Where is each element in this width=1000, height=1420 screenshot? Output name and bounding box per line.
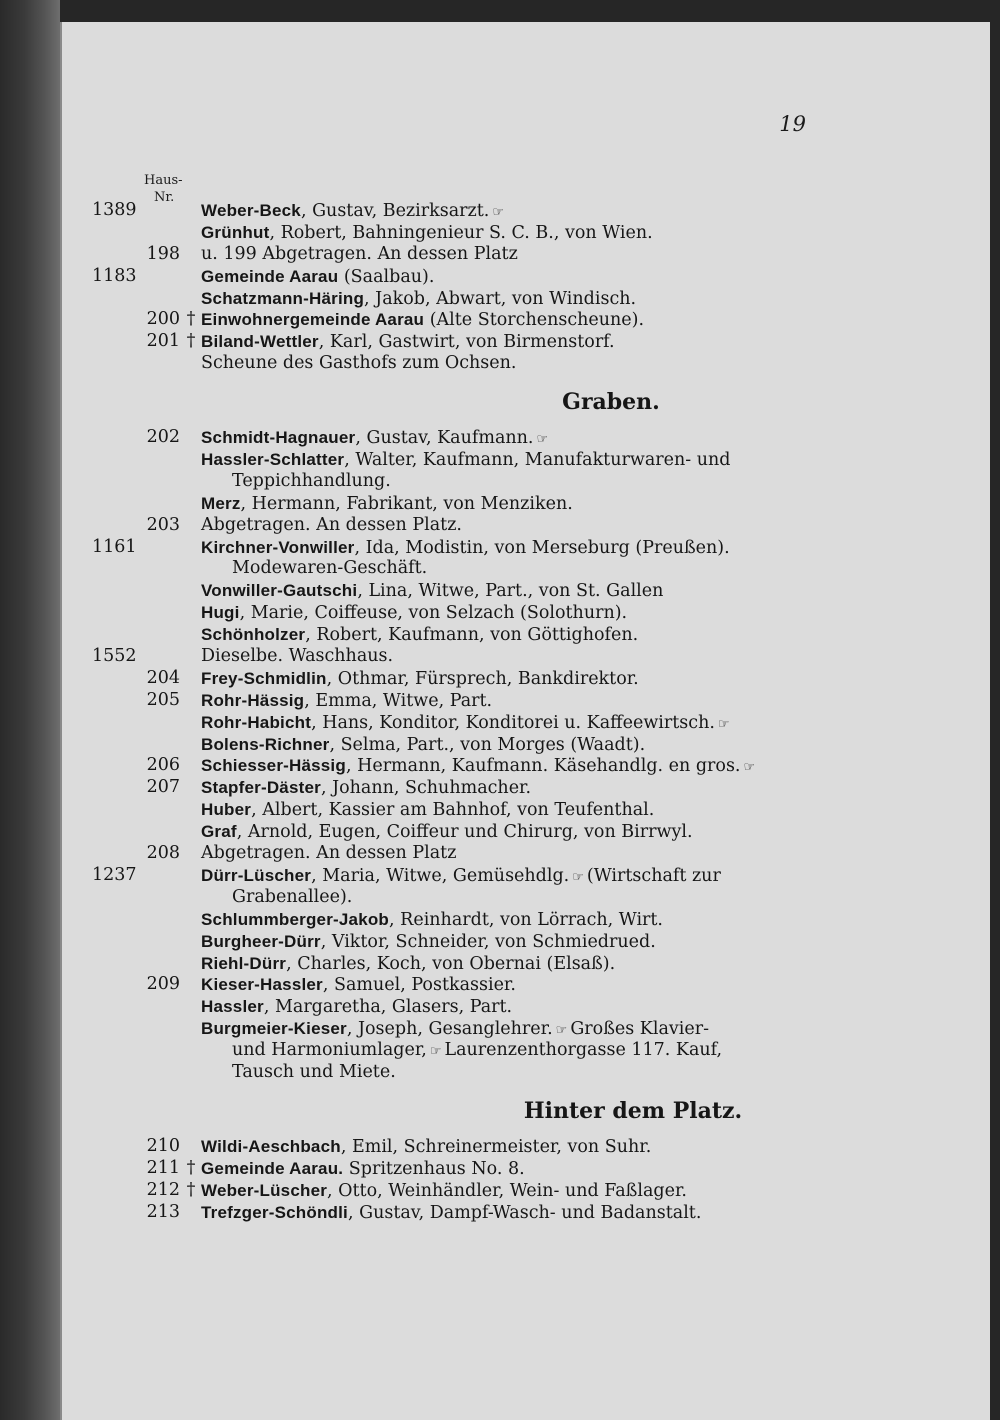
- outer-house-number: 1552: [92, 646, 137, 667]
- outer-house-number: 1183: [92, 265, 137, 286]
- directory-entry: [62, 974, 990, 996]
- directory-entries: [62, 200, 990, 1223]
- entry-details: , Emma, Witwe, Part.: [304, 690, 493, 711]
- entry-text: [201, 493, 573, 516]
- resident-name: Kirchner-Vonwiller: [201, 537, 355, 557]
- house-number: 207: [146, 777, 180, 798]
- resident-name: Einwohnergemeinde Aarau: [201, 310, 425, 330]
- entry-text: [201, 974, 516, 997]
- entry-text: [201, 931, 656, 954]
- house-number: 211: [146, 1157, 180, 1178]
- directory-entry: [62, 887, 990, 909]
- section-heading: Hinter dem Platz.: [523, 1097, 743, 1124]
- directory-entry: [62, 996, 990, 1018]
- entry-text: [201, 331, 615, 354]
- directory-entry: [62, 200, 990, 222]
- entry-text: [201, 200, 507, 224]
- directory-entry: [62, 266, 990, 288]
- resident-name: Gemeinde Aarau.: [201, 1158, 344, 1178]
- directory-entry: [62, 953, 990, 975]
- entry-details: , Walter, Kaufmann, Manufakturwaren- und: [344, 450, 731, 471]
- resident-name: Wildi-Aeschbach: [201, 1136, 341, 1156]
- directory-entry: [62, 1136, 990, 1158]
- resident-name: Burgmeier-Kieser: [201, 1019, 347, 1039]
- entry-text: [201, 646, 393, 668]
- entry-details: , Robert, Kaufmann, von Göttighofen.: [305, 625, 639, 646]
- entry-details: Spritzenhaus No. 8.: [343, 1158, 525, 1179]
- resident-name: Schlummberger-Jakob: [201, 909, 390, 929]
- outer-house-number: 1389: [92, 200, 137, 220]
- directory-entry: [62, 931, 990, 953]
- entry-details: , Emil, Schreinermeister, von Suhr.: [340, 1136, 652, 1157]
- entry-text: [201, 799, 654, 822]
- entry-details: Abgetragen. An dessen Platz: [201, 843, 457, 864]
- directory-entry: [62, 288, 990, 310]
- directory-entry: [62, 1040, 990, 1062]
- resident-name: Grünhut: [201, 222, 270, 242]
- column-label-line1: Haus-: [144, 173, 183, 188]
- entry-details: u. 199 Abgetragen. An dessen Platz: [201, 243, 518, 264]
- dagger-mark: †: [186, 1157, 196, 1178]
- entry-details: , Viktor, Schneider, von Schmiedrued.: [320, 931, 656, 952]
- directory-entry: [62, 843, 990, 865]
- pointing-hand-icon: ☞: [429, 1044, 442, 1060]
- entry-details: , Samuel, Postkassier.: [322, 975, 516, 996]
- entry-text: [201, 690, 492, 713]
- entry-text: [232, 1062, 396, 1084]
- house-number: 208: [146, 843, 180, 864]
- entry-text: [201, 222, 653, 245]
- entry-text: [201, 843, 456, 865]
- entry-details: , Otto, Weinhändler, Wein- und Faßlager.: [327, 1180, 687, 1201]
- entry-text: [201, 1202, 701, 1225]
- directory-entry: [62, 537, 990, 559]
- entry-text: [201, 537, 730, 560]
- entry-text: [201, 1136, 651, 1159]
- entry-text: [232, 471, 391, 493]
- resident-name: Schmidt-Hagnauer: [201, 428, 356, 448]
- outer-house-number: 1237: [92, 864, 137, 885]
- resident-name: Biland-Wettler: [201, 332, 319, 352]
- house-number: 212: [146, 1179, 180, 1200]
- entry-details: , Marie, Coiffeuse, von Selzach (Solothurn).: [239, 603, 628, 624]
- resident-name: Vonwiller-Gautschi: [201, 581, 358, 601]
- resident-name: Merz: [201, 493, 241, 513]
- entry-text: [201, 1018, 709, 1042]
- directory-entry: [62, 515, 990, 537]
- entry-text: [201, 712, 733, 736]
- resident-name: Riehl-Dürr: [201, 953, 287, 973]
- entry-details: , Charles, Koch, von Obernai (Elsaß).: [286, 953, 616, 974]
- entry-text: [201, 1158, 525, 1181]
- directory-entry: [62, 244, 990, 266]
- resident-name: Gemeinde Aarau: [201, 266, 339, 286]
- entry-details: , Selma, Part., von Morges (Waadt).: [329, 734, 646, 755]
- house-number: 204: [146, 667, 180, 688]
- resident-name: Burgheer-Dürr: [201, 931, 321, 951]
- house-number: 213: [146, 1201, 180, 1222]
- entry-details: (Saalbau).: [338, 266, 435, 287]
- entry-details: , Hermann, Kaufmann. Käsehandlg. en gros.: [345, 756, 741, 777]
- directory-entry: [62, 471, 990, 493]
- resident-name: Rohr-Habicht: [201, 712, 312, 732]
- entry-details: , Margaretha, Glasers, Part.: [263, 997, 513, 1018]
- house-number: 203: [146, 514, 180, 535]
- resident-name: Kieser-Hassler: [201, 975, 323, 995]
- outer-house-number: 1161: [92, 536, 137, 557]
- resident-name: Hassler: [201, 997, 264, 1017]
- page-number: 19: [779, 112, 806, 136]
- resident-name: Schatzmann-Häring: [201, 288, 365, 308]
- directory-page: [60, 22, 990, 1420]
- entry-text: [201, 668, 639, 691]
- entry-details: Tausch und Miete.: [232, 1061, 396, 1082]
- house-number: 205: [146, 689, 180, 710]
- entry-text: [201, 755, 758, 779]
- entry-text: [201, 515, 462, 537]
- entry-text: [201, 821, 693, 844]
- entry-text: [201, 427, 551, 451]
- entry-details: , Albert, Kassier am Bahnhof, von Teufenthal.: [251, 800, 655, 821]
- entry-text: [201, 309, 644, 332]
- directory-entry: [62, 690, 990, 712]
- directory-entry: [62, 1202, 990, 1224]
- entry-details: , Reinhardt, von Lörrach, Wirt.: [389, 909, 663, 930]
- resident-name: Hugi: [201, 603, 240, 623]
- entry-details: , Hermann, Fabrikant, von Menziken.: [240, 493, 573, 514]
- entry-text: [201, 266, 434, 289]
- resident-name: Trefzger-Schöndli: [201, 1202, 348, 1222]
- section-heading: Graben.: [562, 389, 660, 416]
- entry-text: [201, 909, 663, 932]
- entry-details: Grabenallee).: [232, 886, 353, 907]
- directory-entry: [62, 427, 990, 449]
- directory-entry: [62, 712, 990, 734]
- resident-name: Hassler-Schlatter: [201, 450, 345, 470]
- entry-text: [201, 624, 638, 647]
- dagger-mark: †: [186, 331, 196, 352]
- resident-name: Bolens-Richner: [201, 734, 330, 754]
- dagger-mark: †: [186, 1179, 196, 1200]
- column-label-line2: Nr.: [154, 190, 175, 205]
- entry-text: [201, 734, 645, 757]
- house-number: 209: [146, 974, 180, 995]
- entry-details: , Gustav, Bezirksarzt.: [300, 201, 490, 221]
- pointing-hand-icon: ☞: [536, 432, 549, 448]
- directory-entry: [62, 449, 990, 471]
- entry-details: , Karl, Gastwirt, von Birmenstorf.: [318, 332, 615, 353]
- entry-text: [201, 353, 516, 375]
- directory-entry: [62, 1018, 990, 1040]
- entry-details: , Jakob, Abwart, von Windisch.: [364, 288, 637, 309]
- directory-entry: [62, 580, 990, 602]
- entry-text: [232, 887, 352, 909]
- pointing-hand-icon: ☞: [572, 869, 584, 885]
- resident-name: Schiesser-Hässig: [201, 756, 346, 776]
- entry-details: Abgetragen. An dessen Platz.: [201, 514, 462, 535]
- directory-entry: [62, 865, 990, 887]
- book-gutter: [0, 0, 60, 1420]
- entry-details: Scheune des Gasthofs zum Ochsen.: [201, 353, 517, 374]
- directory-entry: [62, 1180, 990, 1202]
- directory-entry: [62, 668, 990, 690]
- entry-text: [201, 602, 627, 625]
- entry-details-continued: Laurenzenthorgasse 117. Kauf,: [444, 1040, 723, 1061]
- directory-entry: [62, 755, 990, 777]
- entry-details: , Gustav, Dampf-Wasch- und Badanstalt.: [347, 1202, 702, 1223]
- directory-entry: [62, 309, 990, 331]
- entry-text: [201, 288, 636, 311]
- directory-entry: [62, 493, 990, 515]
- directory-entry: [62, 353, 990, 375]
- resident-name: Schönholzer: [201, 625, 306, 645]
- directory-entry: [62, 558, 990, 580]
- entry-details: und Harmoniumlager,: [232, 1040, 427, 1061]
- directory-entry: [62, 331, 990, 353]
- directory-entry: [62, 1062, 990, 1084]
- section-heading-row: [62, 1084, 990, 1136]
- directory-entry: [62, 821, 990, 843]
- entry-text: [201, 1180, 687, 1203]
- resident-name: Weber-Lüscher: [201, 1180, 328, 1200]
- entry-details-continued: Großes Klavier-: [570, 1019, 710, 1040]
- directory-entry: [62, 624, 990, 646]
- entry-text: [201, 244, 518, 266]
- entry-text: [232, 1040, 722, 1063]
- resident-name: Rohr-Hässig: [201, 690, 305, 710]
- resident-name: Weber-Beck: [201, 201, 301, 220]
- house-number: 200: [146, 309, 180, 330]
- entry-details: , Hans, Konditor, Konditorei u. Kaffeewirtsch.: [311, 712, 715, 733]
- section-heading-row: [62, 375, 990, 427]
- entry-text: [201, 449, 730, 472]
- entry-details: , Lina, Witwe, Part., von St. Gallen: [357, 581, 664, 602]
- directory-entry: [62, 734, 990, 756]
- entry-details: , Arnold, Eugen, Coiffeur und Chirurg, von Birrwyl.: [236, 822, 693, 843]
- directory-entry: [62, 222, 990, 244]
- entry-text: [201, 580, 663, 603]
- entry-text: [201, 996, 512, 1019]
- entry-details: Teppichhandlung.: [232, 470, 391, 491]
- entry-details: , Joseph, Gesanglehrer.: [346, 1019, 553, 1040]
- resident-name: Huber: [201, 800, 252, 820]
- pointing-hand-icon: ☞: [717, 716, 730, 732]
- house-number: 206: [146, 755, 180, 776]
- resident-name: Frey-Schmidlin: [201, 668, 327, 688]
- directory-entry: [62, 646, 990, 668]
- directory-entry: [62, 799, 990, 821]
- entry-text: [201, 953, 615, 976]
- entry-details: , Othmar, Fürsprech, Bankdirektor.: [326, 668, 639, 689]
- entry-details: , Johann, Schuhmacher.: [320, 778, 532, 799]
- resident-name: Dürr-Lüscher: [201, 865, 312, 885]
- house-number: 210: [146, 1135, 180, 1156]
- house-number: 201: [146, 331, 180, 352]
- resident-name: Stapfer-Däster: [201, 778, 321, 798]
- entry-details: , Robert, Bahningenieur S. C. B., von Wien.: [269, 222, 653, 243]
- house-number: 198: [146, 243, 180, 264]
- entry-details: Modewaren-Geschäft.: [232, 558, 428, 579]
- house-number: 202: [146, 427, 180, 448]
- pointing-hand-icon: ☞: [555, 1023, 568, 1039]
- dagger-mark: †: [186, 309, 196, 330]
- entry-details: , Maria, Witwe, Gemüsehdlg.: [311, 865, 570, 886]
- entry-details: , Ida, Modistin, von Merseburg (Preußen).: [354, 537, 730, 558]
- directory-entry: [62, 602, 990, 624]
- directory-entry: [62, 777, 990, 799]
- pointing-hand-icon: ☞: [492, 205, 504, 220]
- entry-text: [201, 865, 721, 889]
- entry-text: [232, 558, 427, 580]
- directory-entry: [62, 1158, 990, 1180]
- entry-details-continued: (Wirtschaft zur: [586, 865, 721, 886]
- pointing-hand-icon: ☞: [743, 760, 756, 776]
- resident-name: Graf: [201, 822, 237, 842]
- entry-details: Dieselbe. Waschhaus.: [201, 646, 394, 667]
- entry-details: (Alte Storchenscheune).: [424, 310, 645, 331]
- entry-details: , Gustav, Kaufmann.: [355, 428, 534, 449]
- directory-entry: [62, 909, 990, 931]
- entry-text: [201, 777, 531, 800]
